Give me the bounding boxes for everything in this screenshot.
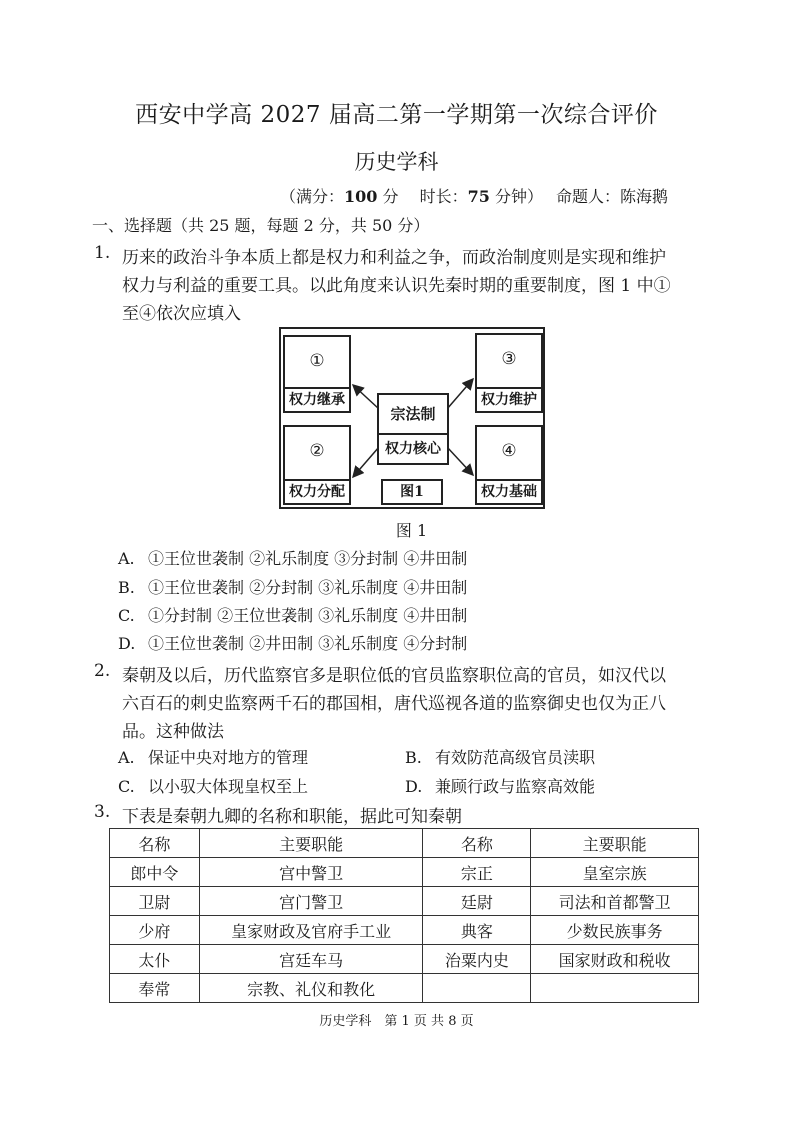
nine-ministers-table xyxy=(109,828,699,1003)
q2-option-a xyxy=(118,745,308,768)
option-letter: D. xyxy=(405,777,423,796)
table-cell xyxy=(531,974,699,1003)
table-row xyxy=(110,858,699,887)
option-text: 保证中央对地方的管理 xyxy=(148,748,309,767)
option-letter: C. xyxy=(118,606,135,625)
option-text: ①王位世袭制 ②礼乐制度 ③分封制 ④井田制 xyxy=(148,549,468,568)
table-header-cell: 名称 xyxy=(110,829,200,858)
meta-mid1: 分 时长： xyxy=(377,187,468,206)
box-3-label: 权力维护 xyxy=(477,387,541,411)
option-letter: D. xyxy=(118,634,136,653)
q1-option-c xyxy=(118,603,467,626)
q2-number: 2. xyxy=(94,661,111,681)
exam-meta xyxy=(280,184,668,207)
table-cell: 奉常 xyxy=(110,974,200,1003)
figure-caption: 图 1 xyxy=(395,521,428,540)
center-bottom-label: 权力核心 xyxy=(379,433,447,463)
table-cell: 少数民族事务 xyxy=(531,916,699,945)
q1-line-1: 历来的政治斗争本质上都是权力和利益之争，而政治制度则是实现和维护 xyxy=(122,248,666,268)
table-cell: 郎中令 xyxy=(110,858,200,887)
q2-option-d xyxy=(405,774,595,797)
table-cell: 宫廷车马 xyxy=(199,945,423,974)
table-cell: 宗正 xyxy=(423,858,531,887)
table-cell: 宫门警卫 xyxy=(199,887,423,916)
option-letter: B. xyxy=(405,748,422,767)
table-cell: 卫尉 xyxy=(110,887,200,916)
table-header-row xyxy=(110,829,699,858)
q1-line-2: 权力与利益的重要工具。以此角度来认识先秦时期的重要制度，图 1 中① xyxy=(122,276,671,296)
option-text: ①王位世袭制 ②分封制 ③礼乐制度 ④井田制 xyxy=(148,578,468,597)
center-top-label: 宗法制 xyxy=(390,405,436,423)
diagram-box-2 xyxy=(283,425,351,505)
option-letter: B. xyxy=(118,578,135,597)
q3-line: 下表是秦朝九卿的名称和职能，据此可知秦朝 xyxy=(122,807,462,827)
option-text: ①王位世袭制 ②井田制 ③礼乐制度 ④分封制 xyxy=(148,634,468,653)
q3-number: 3. xyxy=(94,802,111,822)
page-footer: 历史学科 第 1 页 共 8 页 xyxy=(319,1014,474,1029)
option-letter: A. xyxy=(118,549,135,568)
table-header-cell: 主要职能 xyxy=(199,829,423,858)
meta-prefix: （满分： xyxy=(280,187,345,206)
option-text: 兼顾行政与监察高效能 xyxy=(435,777,596,796)
table-row xyxy=(110,974,699,1003)
duration: 75 xyxy=(467,187,490,206)
table-cell: 太仆 xyxy=(110,945,200,974)
power-diagram xyxy=(279,327,545,509)
table-cell xyxy=(423,974,531,1003)
table-cell: 司法和首都警卫 xyxy=(531,887,699,916)
box-3-number: ③ xyxy=(501,349,517,369)
q2-option-b xyxy=(405,745,595,768)
q1-number: 1. xyxy=(94,243,111,263)
q2-line-3: 品。这种做法 xyxy=(122,722,224,742)
option-text: 有效防范高级官员渎职 xyxy=(435,748,596,767)
q2-option-c xyxy=(118,774,308,797)
diagram-inner-caption: 图1 xyxy=(381,479,443,505)
table-row xyxy=(110,945,699,974)
q2-line-1: 秦朝及以后，历代监察官多是职位低的官员监察职位高的官员，如汉代以 xyxy=(122,666,666,686)
option-text: 以小驭大体现皇权至上 xyxy=(148,777,309,796)
q1-option-b xyxy=(118,575,467,598)
meta-mid2: 分钟） 命题人：陈海鹅 xyxy=(489,187,669,206)
q1-option-a xyxy=(118,546,467,569)
box-4-number: ④ xyxy=(501,441,517,461)
table-cell: 皇室宗族 xyxy=(531,858,699,887)
table-header-cell: 主要职能 xyxy=(531,829,699,858)
box-1-number: ① xyxy=(309,351,325,371)
table-cell: 廷尉 xyxy=(423,887,531,916)
table-cell: 国家财政和税收 xyxy=(531,945,699,974)
table-cell: 治粟内史 xyxy=(423,945,531,974)
box-2-number: ② xyxy=(309,441,325,461)
section-title: 一、选择题（共 25 题，每题 2 分，共 50 分） xyxy=(92,216,430,235)
box-4-label: 权力基础 xyxy=(477,479,541,503)
diagram-center-box xyxy=(377,393,449,465)
q1-option-d xyxy=(118,631,467,654)
table-cell: 典客 xyxy=(423,916,531,945)
table-row xyxy=(110,887,699,916)
box-2-label: 权力分配 xyxy=(285,479,349,503)
table-header-cell: 名称 xyxy=(423,829,531,858)
table-row xyxy=(110,916,699,945)
q1-line-3: 至④依次应填入 xyxy=(122,304,241,324)
table-cell: 宗教、礼仪和教化 xyxy=(199,974,423,1003)
exam-title: 西安中学高 2027 届高二第一学期第一次综合评价 xyxy=(135,102,658,128)
option-letter: C. xyxy=(118,777,135,796)
diagram-box-1 xyxy=(283,335,351,413)
option-letter: A. xyxy=(118,748,135,767)
q2-line-2: 六百石的刺史监察两千石的郡国相，唐代巡视各道的监察御史也仅为正八 xyxy=(122,694,666,714)
diagram-box-4 xyxy=(475,425,543,505)
diagram-box-3 xyxy=(475,333,543,413)
option-text: ①分封制 ②王位世袭制 ③礼乐制度 ④井田制 xyxy=(148,606,468,625)
full-score: 100 xyxy=(344,187,378,206)
table-cell: 宫中警卫 xyxy=(199,858,423,887)
subject-title: 历史学科 xyxy=(354,150,439,174)
table-cell: 少府 xyxy=(110,916,200,945)
table-cell: 皇家财政及官府手工业 xyxy=(199,916,423,945)
box-1-label: 权力继承 xyxy=(285,387,349,411)
